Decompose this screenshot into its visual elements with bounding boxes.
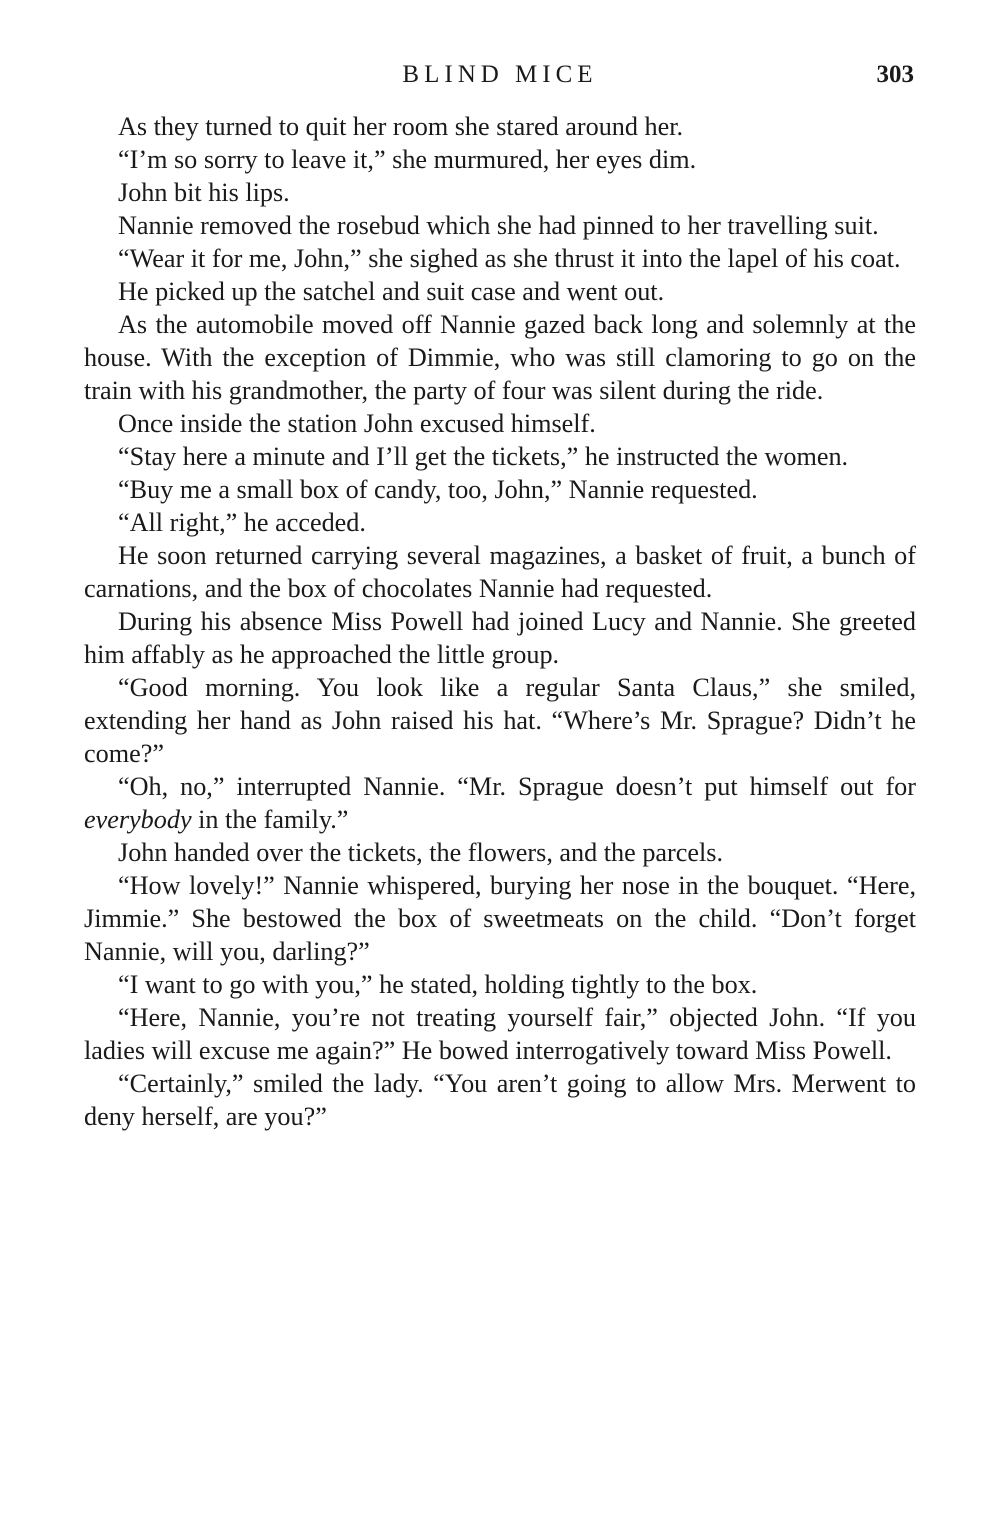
paragraph: “Stay here a minute and I’ll get the tickets,” he instructed the women. <box>118 442 849 471</box>
book-page <box>84 52 916 1133</box>
paragraph: “I’m so sorry to leave it,” she murmured, her eyes dim. <box>118 145 697 174</box>
paragraph: “Wear it for me, John,” she sighed as she thrust it into the lapel of his coat. <box>118 244 901 273</box>
paragraph: John bit his lips. <box>118 178 290 207</box>
running-title: BLIND MICE <box>402 61 598 88</box>
paragraph: As they turned to quit her room she stared around her. <box>118 112 684 141</box>
paragraph: Once inside the station John excused himself. <box>118 409 596 438</box>
emphasized-word: everybody <box>84 805 192 834</box>
paragraph: “How lovely!” Nannie whispered, burying her nose in the bouquet. “Here, Jimmie.” She bestowed the box of sweetmeats on the child. “Don’t forget Nannie, will you, darling?” <box>84 871 916 966</box>
paragraph: Nannie removed the rosebud which she had pinned to her travelling suit. <box>118 211 879 240</box>
body-text <box>84 110 916 1133</box>
page-number: 303 <box>876 61 914 88</box>
running-header <box>84 52 916 96</box>
paragraph-text: in the family.” <box>191 805 349 834</box>
paragraph: He picked up the satchel and suit case and went out. <box>118 277 665 306</box>
paragraph: John handed over the tickets, the flowers, and the parcels. <box>118 838 724 867</box>
paragraph-text: “Oh, no,” interrupted Nannie. “Mr. Sprague doesn’t put himself out for <box>118 772 916 801</box>
paragraph: During his absence Miss Powell had joined Lucy and Nannie. She greeted him affably as he approached the little group. <box>84 607 916 669</box>
paragraph: “I want to go with you,” he stated, holding tightly to the box. <box>118 970 758 999</box>
paragraph: “Buy me a small box of candy, too, John,” Nannie requested. <box>118 475 758 504</box>
paragraph: He soon returned carrying several magazines, a basket of fruit, a bunch of carnations, and the box of chocolates Nannie had requested. <box>84 541 916 603</box>
paragraph: “Certainly,” smiled the lady. “You aren’t going to allow Mrs. Merwent to deny herself, are you?” <box>84 1069 916 1131</box>
paragraph: “Here, Nannie, you’re not treating yourself fair,” objected John. “If you ladies will excuse me again?” He bowed interrogatively toward Miss Powell. <box>84 1003 916 1065</box>
paragraph <box>84 770 916 836</box>
paragraph: “All right,” he acceded. <box>118 508 366 537</box>
paragraph: As the automobile moved off Nannie gazed back long and solemnly at the house. With the exception of Dimmie, who was still clamoring to go on the train with his grandmother, the party of four was silent during the ride. <box>84 310 916 405</box>
paragraph: “Good morning. You look like a regular Santa Claus,” she smiled, extending her hand as John raised his hat. “Where’s Mr. Sprague? Didn’t he come?” <box>84 673 916 768</box>
